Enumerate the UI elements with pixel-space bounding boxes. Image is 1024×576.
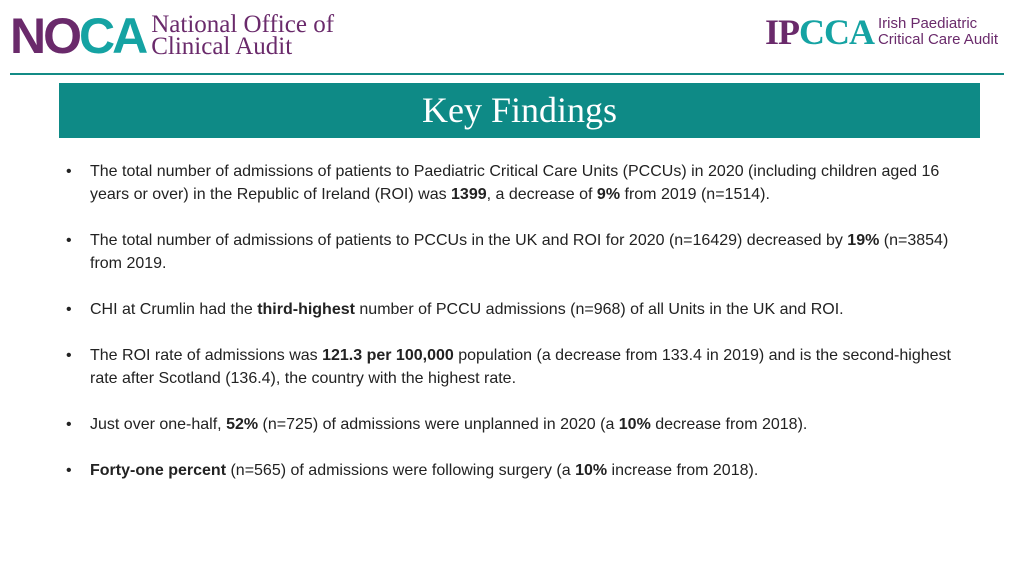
bullet-icon: •	[66, 462, 72, 479]
finding-text: CHI at Crumlin had the	[90, 301, 258, 318]
noca-logo-text: National Office of Clinical Audit	[151, 11, 335, 60]
finding-item	[66, 459, 966, 482]
bullet-icon: •	[66, 232, 72, 249]
finding-text: increase from 2018).	[607, 462, 759, 479]
finding-text: , a decrease of	[486, 186, 597, 203]
finding-text: decrease from 2018).	[650, 416, 808, 433]
finding-highlight: 19%	[847, 232, 880, 249]
finding-highlight: Forty-one percent	[90, 462, 227, 479]
finding-text: (n=725) of admissions were unplanned in 2020 (a	[258, 416, 619, 433]
finding-highlight: 52%	[226, 416, 259, 433]
page-title-banner	[59, 83, 980, 138]
noca-logo-mark: NOCA	[10, 8, 146, 64]
bullet-icon: •	[66, 163, 72, 180]
finding-highlight: 10%	[618, 416, 651, 433]
finding-highlight: 1399	[451, 186, 487, 203]
header-divider	[10, 73, 1004, 75]
finding-text: from 2019 (n=1514).	[620, 186, 770, 203]
finding-text: The ROI rate of admissions was	[90, 347, 323, 364]
finding-item	[66, 413, 966, 436]
finding-highlight: 121.3 per 100,000	[322, 347, 454, 364]
finding-item	[66, 298, 966, 321]
finding-text: (n=3854) from 2019.	[90, 232, 949, 272]
finding-item	[66, 344, 966, 390]
ipcca-logo-text: Irish Paediatric Critical Care Audit	[877, 15, 998, 48]
ipcca-logo-mark: IPCCA	[764, 12, 874, 52]
finding-highlight: 9%	[596, 186, 621, 203]
bullet-icon: •	[66, 301, 72, 318]
finding-text: The total number of admissions of patients to PCCUs in the UK and ROI for 2020 (n=16429) decreased by	[90, 232, 848, 249]
finding-highlight: third-highest	[257, 301, 355, 318]
key-findings-list	[66, 160, 966, 505]
finding-text: population (a decrease from 133.4 in 2019) and is the second-highest rate after Scotland (136.4), the country with the highest rate.	[90, 347, 951, 387]
ipcca-logo	[765, 12, 998, 52]
page-title: Key Findings	[421, 90, 617, 130]
finding-text: Just over one-half,	[90, 416, 227, 433]
finding-item	[66, 229, 966, 275]
finding-highlight: 10%	[575, 462, 608, 479]
finding-item	[66, 160, 966, 206]
bullet-icon: •	[66, 347, 72, 364]
finding-text: (n=565) of admissions were following surgery (a	[226, 462, 576, 479]
finding-text: The total number of admissions of patients to Paediatric Critical Care Units (PCCUs) in 2020 (including children aged 16 years or over) in the Republic of Ireland (ROI) was	[90, 163, 940, 203]
noca-logo	[10, 8, 334, 64]
bullet-icon: •	[66, 416, 72, 433]
header	[0, 0, 1024, 80]
finding-text: number of PCCU admissions (n=968) of all Units in the UK and ROI.	[354, 301, 844, 318]
